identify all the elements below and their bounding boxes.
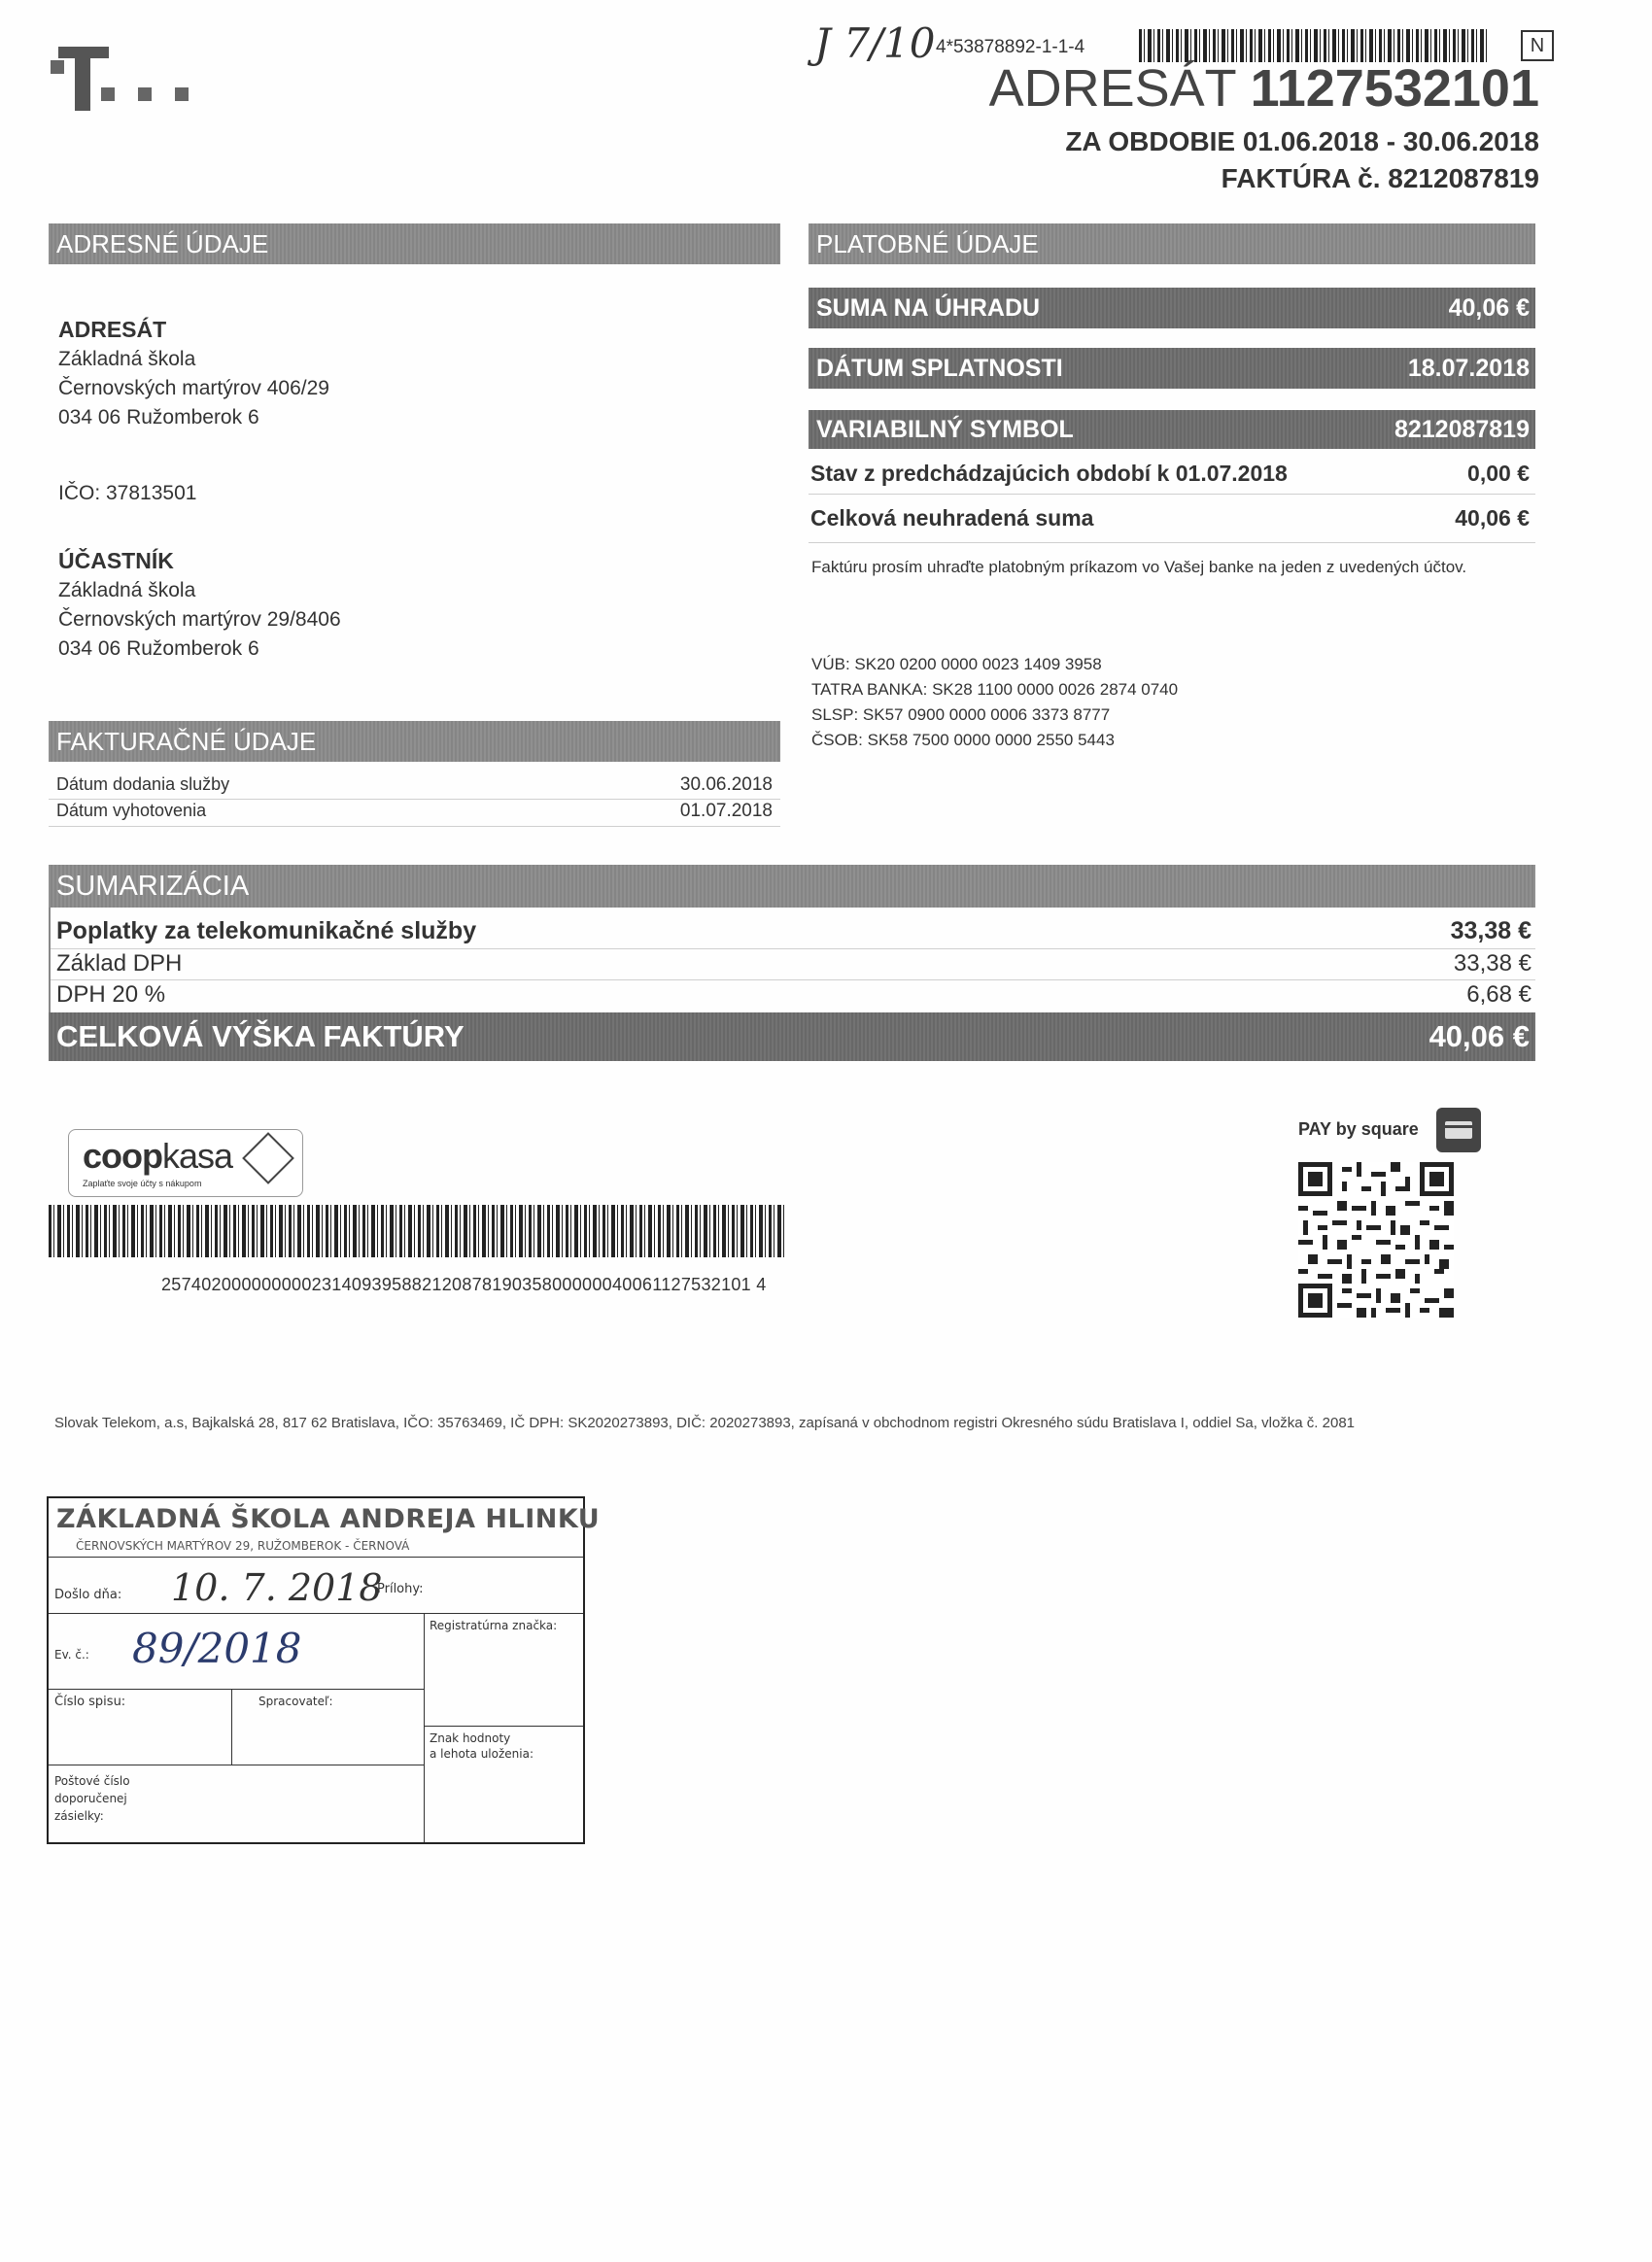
recipient-line-3: 034 06 Ružomberok 6	[58, 406, 259, 428]
participant-line-3: 034 06 Ružomberok 6	[58, 637, 259, 660]
value-mark-label-2: a lehota uloženia:	[430, 1747, 534, 1761]
amount-due-bar	[809, 288, 1535, 328]
paybysquare-label: PAY by square	[1298, 1119, 1419, 1139]
billing-section-header: FAKTURAČNÉ ÚDAJE	[49, 721, 780, 762]
registry-mark-label: Registratúrna značka:	[430, 1619, 558, 1632]
handwritten-note: J 7/10	[814, 19, 936, 67]
variable-symbol-bar	[809, 410, 1535, 449]
fees-value: 33,38 €	[1450, 917, 1532, 944]
bank-vub: VÚB: SK20 0200 0000 0023 1409 3958	[811, 655, 1102, 673]
bank-slsp: SLSP: SK57 0900 0000 0006 3373 8777	[811, 705, 1111, 724]
telekom-logo	[51, 47, 206, 115]
variable-symbol-label: VARIABILNÝ SYMBOL	[816, 415, 1074, 443]
received-label: Došlo dňa:	[54, 1588, 122, 1602]
bank-csob: ČSOB: SK58 7500 0000 0000 2550 5443	[811, 731, 1115, 749]
total-unpaid-value: 40,06 €	[1455, 505, 1530, 531]
postal-label-2: doporučenej	[54, 1792, 127, 1805]
recipient-line-2: Černovských martýrov 406/29	[58, 377, 329, 399]
amount-due-label: SUMA NA ÚHRADU	[816, 293, 1041, 322]
address-section-header: ADRESNÉ ÚDAJE	[49, 223, 780, 264]
due-date-bar	[809, 348, 1535, 389]
invoice-total-value: 40,06 €	[1428, 1019, 1530, 1053]
previous-balance-label: Stav z predchádzajúcich období k 01.07.2018	[810, 461, 1288, 486]
vat-base-label: Základ DPH	[56, 950, 183, 977]
paybysquare-card-icon	[1436, 1108, 1481, 1152]
due-date-label: DÁTUM SPLATNOSTI	[816, 354, 1063, 382]
recipient-line-1: Základná škola	[58, 348, 196, 370]
adresat-number: 1127532101	[1250, 59, 1539, 118]
recipient-label: ADRESÁT	[58, 317, 167, 342]
invoice-total-label: CELKOVÁ VÝŠKA FAKTÚRY	[56, 1019, 465, 1053]
registry-stamp	[47, 1496, 601, 1844]
amount-due-value: 40,06 €	[1448, 293, 1530, 322]
participant-line-2: Černovských martýrov 29/8406	[58, 608, 341, 631]
participant-line-1: Základná škola	[58, 579, 196, 601]
issue-date-value: 01.07.2018	[679, 801, 773, 821]
vat-value: 6,68 €	[1466, 981, 1532, 1008]
coopkasa-logo	[68, 1129, 303, 1197]
billing-period: ZA OBDOBIE 01.06.2018 - 30.06.2018	[1065, 126, 1539, 156]
coopkasa-word-coop: coop	[83, 1136, 162, 1176]
file-number-label: Číslo spisu:	[54, 1695, 126, 1709]
delivery-date-value: 30.06.2018	[679, 774, 773, 795]
participant-label: ÚČASTNÍK	[58, 548, 174, 573]
reference-code: 4*53878892-1-1-4	[936, 37, 1085, 57]
stamp-subtitle: ČERNOVSKÝCH MARTÝROV 29, RUŽOMBEROK - ČERNOVÁ	[76, 1539, 410, 1553]
received-date: 10. 7. 2018	[171, 1566, 383, 1609]
delivery-date-label: Dátum dodania služby	[56, 774, 230, 794]
adresat-label: ADRESÁT	[988, 59, 1236, 118]
invoice-number: FAKTÚRA č. 8212087819	[1221, 163, 1539, 193]
total-unpaid-label: Celková neuhradená suma	[810, 505, 1094, 531]
n-box: N	[1521, 30, 1554, 61]
postal-label-3: zásielky:	[54, 1809, 104, 1823]
ev-number-label: Ev. č.:	[54, 1648, 89, 1662]
barcode-number: 25740200000000023140939588212087819035800000040061127532101 4	[161, 1275, 767, 1294]
coopkasa-word-kasa: kasa	[162, 1136, 233, 1176]
coopkasa-tagline: Zaplaťte svoje účty s nákupom	[83, 1179, 202, 1188]
previous-balance-value: 0,00 €	[1467, 461, 1530, 486]
payment-note: Faktúru prosím uhraďte platobným príkazom vo Vašej banke na jeden z uvedených účtov.	[811, 558, 1467, 576]
payment-section-header: PLATOBNÉ ÚDAJE	[809, 223, 1535, 264]
stamp-title: ZÁKLADNÁ ŠKOLA ANDREJA HLINKU	[56, 1504, 601, 1534]
fees-label: Poplatky za telekomunikačné služby	[56, 917, 477, 944]
processor-label: Spracovateľ:	[258, 1695, 333, 1708]
postal-label-1: Poštové číslo	[54, 1774, 130, 1788]
vat-base-value: 33,38 €	[1453, 950, 1532, 977]
attachments-label: Prílohy:	[377, 1582, 424, 1596]
variable-symbol-value: 8212087819	[1394, 415, 1530, 443]
header-barcode	[1139, 29, 1487, 62]
value-mark-label-1: Znak hodnoty	[430, 1731, 511, 1745]
qr-icon	[1298, 1162, 1454, 1318]
bank-tatra: TATRA BANKA: SK28 1100 0000 0026 2874 0740	[811, 680, 1179, 699]
coopkasa-cube-icon	[242, 1132, 294, 1184]
due-date-value: 18.07.2018	[1407, 354, 1530, 382]
summary-section-header: SUMARIZÁCIA	[49, 865, 1535, 908]
issue-date-label: Dátum vyhotovenia	[56, 801, 207, 820]
ico: IČO: 37813501	[58, 482, 197, 504]
invoice-total-bar	[49, 1012, 1535, 1061]
payment-barcode	[49, 1205, 787, 1257]
vat-label: DPH 20 %	[56, 981, 166, 1008]
adresat-number-line	[989, 58, 1539, 119]
company-footer: Slovak Telekom, a.s, Bajkalská 28, 817 62 Bratislava, IČO: 35763469, IČ DPH: SK2020273893, DIČ: 2020273893, zapísaná v obchodnom registri Okresného súdu Bratislava I, oddiel Sa, vložka č. 2081	[54, 1415, 1356, 1431]
ev-number-value: 89/2018	[132, 1625, 302, 1672]
